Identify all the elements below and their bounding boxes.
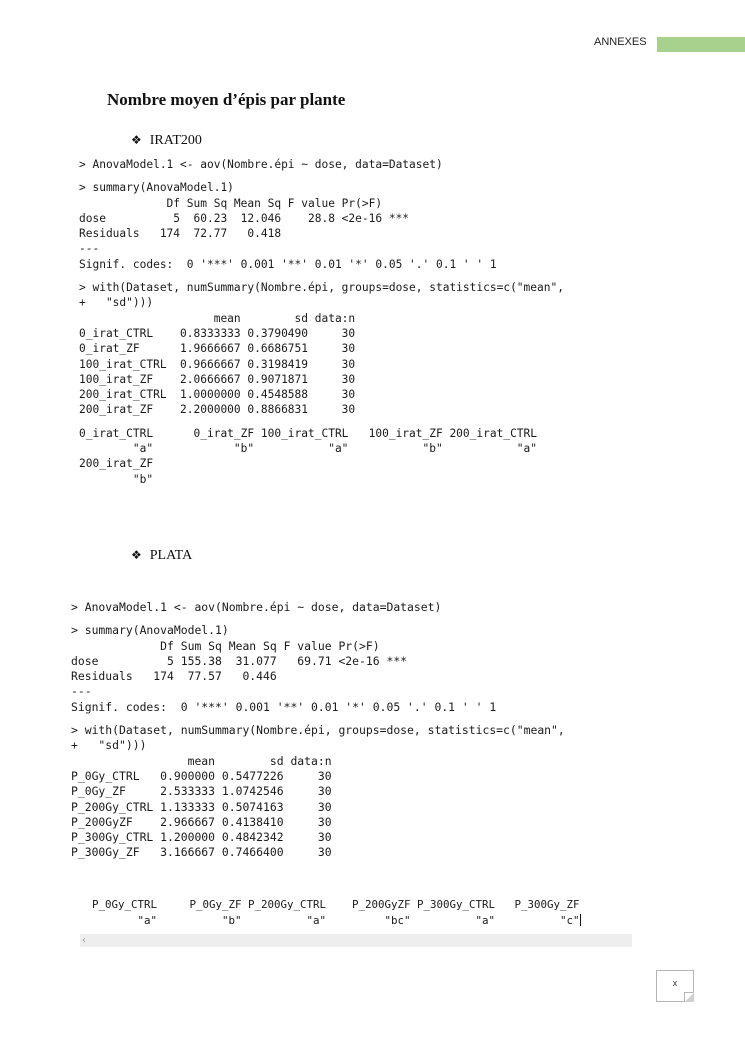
irat-code-line: "a" "b" "a" "b" "a" <box>79 442 538 456</box>
irat-code-line: 200_irat_ZF 2.2000000 0.8866831 30 <box>79 403 356 417</box>
diamond-bullet-icon: ❖ <box>131 133 142 147</box>
scroll-left-icon[interactable]: ‹ <box>82 935 86 946</box>
plata-heading <box>131 548 192 564</box>
page-number-box <box>656 970 694 1002</box>
irat-code-line: 200_irat_CTRL 1.0000000 0.4548588 30 <box>79 388 356 402</box>
plata-group-letters <box>92 897 581 928</box>
plata-code-line: mean sd data:n <box>71 753 332 768</box>
plata-code-line: Signif. codes: 0 '***' 0.001 '**' 0.01 '*' 0.05 '.' 0.1 ' ' 1 <box>71 699 497 714</box>
irat-blank-line <box>79 272 564 280</box>
plata-code-line: > summary(AnovaModel.1) <box>71 623 229 638</box>
plata-code-line: P_200Gy_CTRL 1.133333 0.5074163 30 <box>71 799 332 814</box>
plata-r-output <box>71 600 565 861</box>
header-accent-bar <box>657 37 745 52</box>
irat-code-line: "b" <box>79 472 154 486</box>
plata-code-line: Residuals 174 77.57 0.446 <box>71 669 277 684</box>
irat-blank-line <box>79 172 564 180</box>
page-number: x <box>672 978 678 988</box>
plata-blank-line <box>71 615 565 623</box>
plata-code-line: P_300Gy_ZF 3.166667 0.7466400 30 <box>71 845 332 860</box>
horizontal-scrollbar[interactable] <box>80 934 632 947</box>
irat-code-line: 0_irat_ZF 1.9666667 0.6686751 30 <box>79 342 356 356</box>
plata-heading-label: PLATA <box>149 548 193 563</box>
irat-code-line: 0_irat_CTRL 0.8333333 0.3790490 30 <box>79 326 356 340</box>
irat-code-line: Residuals 174 72.77 0.418 <box>79 227 282 241</box>
irat-code-line: > AnovaModel.1 <- aov(Nombre.épi ~ dose, data=Dataset) <box>79 158 443 171</box>
irat-r-output <box>79 157 564 487</box>
irat-code-line: + "sd"))) <box>79 296 154 310</box>
irat-code-line: Df Sum Sq Mean Sq F value Pr(>F) <box>79 196 383 210</box>
irat-code-line: > summary(AnovaModel.1) <box>79 181 234 195</box>
header-label: ANNEXES <box>594 36 647 48</box>
diamond-bullet-icon: ❖ <box>131 548 142 562</box>
section-title: Nombre moyen d’épis par plante <box>107 90 346 109</box>
plata-code-line: P_0Gy_CTRL 0.900000 0.5477226 30 <box>71 768 332 783</box>
plata-code-line: P_300Gy_CTRL 1.200000 0.4842342 30 <box>71 830 332 845</box>
irat-code-line: 100_irat_ZF 2.0666667 0.9071871 30 <box>79 372 356 386</box>
folded-corner-icon <box>684 992 694 1002</box>
plata-code-line: > with(Dataset, numSummary(Nombre.épi, groups=dose, statistics=c("mean", <box>71 723 565 738</box>
plata-code-line: Df Sum Sq Mean Sq F value Pr(>F) <box>71 638 380 653</box>
plata-letters-values: "a" "b" "a" "bc" "a" "c" <box>92 913 580 927</box>
irat-code-line: Signif. codes: 0 '***' 0.001 '**' 0.01 '*' 0.05 '.' 0.1 ' ' 1 <box>79 257 497 271</box>
plata-code-line: > AnovaModel.1 <- aov(Nombre.épi ~ dose, data=Dataset) <box>71 600 442 614</box>
text-cursor <box>580 914 581 926</box>
irat-code-line: > with(Dataset, numSummary(Nombre.épi, groups=dose, statistics=c("mean", <box>79 281 564 295</box>
plata-blank-line <box>71 715 565 723</box>
irat-code-line: 0_irat_CTRL 0_irat_ZF 100_irat_CTRL 100_irat_ZF 200_irat_CTRL <box>79 426 538 440</box>
plata-code-line: --- <box>71 684 92 699</box>
irat-code-line: 200_irat_ZF <box>79 457 154 471</box>
plata-code-line: P_0Gy_ZF 2.533333 1.0742546 30 <box>71 784 332 799</box>
irat-blank-line <box>79 418 564 426</box>
plata-letters-header: P_0Gy_CTRL P_0Gy_ZF P_200Gy_CTRL P_200GyZF P_300Gy_CTRL P_300Gy_ZF <box>92 898 580 911</box>
irat-code-line: dose 5 60.23 12.046 28.8 <2e-16 *** <box>79 211 410 225</box>
irat-code-line: 100_irat_CTRL 0.9666667 0.3198419 30 <box>79 357 356 371</box>
plata-code-line: + "sd"))) <box>71 738 147 753</box>
plata-code-line: dose 5 155.38 31.077 69.71 <2e-16 *** <box>71 653 408 668</box>
irat-heading <box>131 133 202 149</box>
irat-heading-label: IRAT200 <box>149 133 202 148</box>
irat-code-line: mean sd data:n <box>79 311 356 325</box>
irat-code-line: --- <box>79 242 100 256</box>
plata-code-line: P_200GyZF 2.966667 0.4138410 30 <box>71 814 332 829</box>
